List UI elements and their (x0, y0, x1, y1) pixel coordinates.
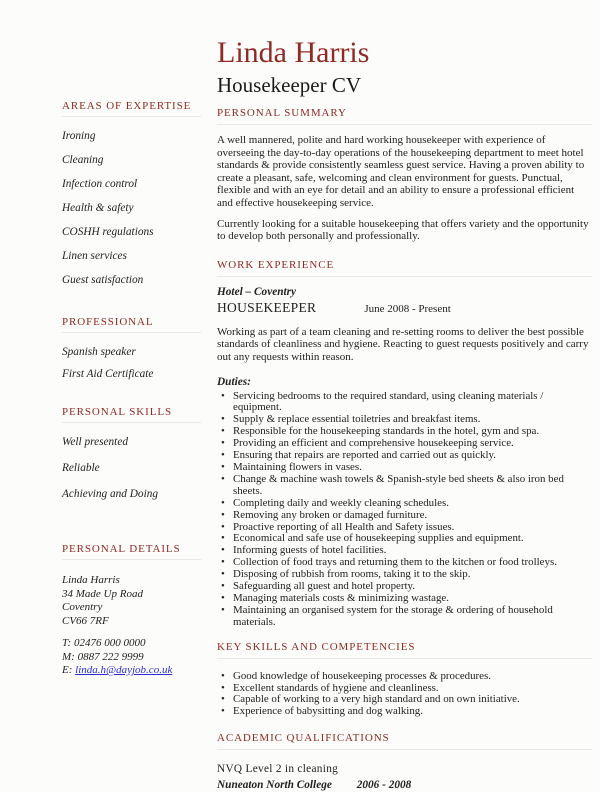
main-column (217, 0, 600, 792)
mobile-label: M: (62, 650, 75, 663)
job-dates: June 2008 - Present (364, 302, 451, 315)
duty-item: • Completing daily and weekly cleaning schedules. (217, 498, 592, 510)
key-skill-item: • Experience of babysitting and dog walking. (217, 706, 592, 718)
duty-item: • Disposing of rubbish from rooms, taking it to the skip. (217, 569, 592, 581)
duties-list (217, 391, 592, 629)
duty-item: • Informing guests of hotel facilities. (217, 545, 592, 557)
address-line: 34 Made Up Road (62, 587, 143, 600)
section-work-experience (217, 259, 592, 629)
qualification: NVQ Level 2 in cleaning (217, 763, 339, 776)
professional-item: Spanish speaker (62, 346, 136, 358)
phone-label: T: (62, 637, 72, 649)
address-line: Coventry (62, 601, 103, 613)
expertise-item: Cleaning (62, 154, 104, 166)
areas-of-expertise-heading: AREAS OF EXPERTISE (62, 100, 201, 117)
key-skills-heading: KEY SKILLS AND COMPETENCIES (217, 641, 592, 659)
page-title: Linda Harris (217, 36, 370, 69)
duty-item: • Responsible for the housekeeping standards in the hotel, gym and spa. (217, 426, 592, 438)
key-skill-item: • Capable of working to a very high standard and on own initiative. (217, 694, 592, 706)
address-line: CV66 7RF (62, 614, 109, 627)
duty-item: • Supply & replace essential toiletries and breakfast items. (217, 414, 592, 426)
personal-skill-item: Achieving and Doing (62, 488, 159, 500)
mobile-line (62, 651, 201, 665)
address-block (62, 574, 201, 628)
expertise-item: Ironing (62, 130, 96, 142)
personal-skill-item: Well presented (62, 436, 128, 448)
professional-heading: PROFESSIONAL (62, 316, 201, 333)
section-academic-qualifications (217, 732, 592, 792)
duty-item: • Collection of food trays and returning them to the kitchen or food trolleys. (217, 557, 592, 569)
sidebar-section-professional (62, 316, 201, 380)
email-line (62, 664, 201, 678)
phone-line (62, 637, 201, 651)
section-key-skills (217, 641, 592, 719)
personal-details-heading: PERSONAL DETAILS (62, 543, 201, 560)
employer-name: Hotel – Coventry (217, 285, 297, 298)
duty-item: • Proactive reporting of all Health and Safety issues. (217, 522, 592, 534)
job-title: HOUSEKEEPER (217, 299, 317, 315)
cv-subtitle: Housekeeper CV (217, 73, 362, 97)
duty-item: • Managing materials costs & minimizing wastage. (217, 593, 592, 605)
key-skills-list (217, 671, 592, 719)
email-label: E: (62, 664, 73, 676)
duty-item: • Safeguarding all guest and hotel property. (217, 581, 592, 593)
summary-paragraphs (217, 134, 592, 243)
key-skill-item: • Good knowledge of housekeeping processes & procedures. (217, 671, 592, 683)
duty-item: • Economical and safe use of housekeeping supplies and equipment. (217, 533, 592, 545)
phone-value: 02476 000 0000 (73, 637, 146, 649)
duty-item: • Servicing bedrooms to the required standard, using cleaning materials / equipment. (217, 391, 592, 415)
academic-qualifications-heading: ACADEMIC QUALIFICATIONS (217, 732, 592, 750)
summary-paragraph: Currently looking for a suitable housekeeping that offers variety and the opportunity to develop both personally and professionally. (217, 217, 589, 243)
expertise-item: Infection control (62, 178, 138, 190)
key-skill-item: • Excellent standards of hygiene and cleanliness. (217, 683, 592, 695)
work-experience-heading: WORK EXPERIENCE (217, 259, 592, 277)
expertise-item: COSHH regulations (62, 226, 154, 238)
duties-label: Duties: (217, 375, 251, 388)
expertise-item: Linen services (62, 250, 127, 262)
personal-summary-heading: PERSONAL SUMMARY (217, 107, 592, 125)
duty-item: • Maintaining an organised system for the storage & ordering of household materials. (217, 605, 592, 629)
expertise-item: Health & safety (62, 202, 134, 214)
professional-list (62, 347, 201, 380)
college-name: Nuneaton North College (217, 779, 332, 792)
work-intro-paragraph: Working as part of a team cleaning and re-setting rooms to deliver the best possible standards of cleanliness and hygiene. Reacting to guest requests positively and carry out any requests within reason. (217, 325, 589, 363)
summary-paragraph: A well mannered, polite and hard working housekeeper with experience of overseeing the day-to-day operations of the housekeeping department to meet hotel standards & provide consistently seamless guest service. Having a proven ability to create a pleasant, safe, welcoming and clean environment for guests. Punctual, flexible and with an eye for detail and an ability to ensure a professional efficient and effective housekeeping service. (217, 134, 585, 209)
contact-block (62, 637, 201, 678)
duty-item: • Maintaining flowers in vases. (217, 462, 592, 474)
expertise-item: Guest satisfaction (62, 274, 144, 286)
sidebar (0, 0, 217, 730)
professional-item: First Aid Certificate (62, 368, 154, 380)
email-link[interactable]: linda.h@dayjob.co.uk (75, 664, 173, 676)
expertise-list (62, 131, 201, 286)
role-line (217, 299, 592, 317)
mobile-value: 0887 222 9999 (77, 650, 144, 663)
duty-item: • Ensuring that repairs are reported and carried out as quickly. (217, 450, 592, 462)
personal-skills-heading: PERSONAL SKILLS (62, 406, 201, 423)
college-dates: 2006 - 2008 (356, 779, 412, 792)
college-line (217, 778, 592, 792)
section-personal-summary (217, 107, 592, 243)
sidebar-section-areas-of-expertise (62, 100, 201, 286)
duty-item: • Change & machine wash towels & Spanish-style bed sheets & also iron bed sheets. (217, 474, 592, 498)
sidebar-section-personal-details (62, 543, 201, 678)
sidebar-section-personal-skills (62, 406, 201, 500)
address-line: Linda Harris (62, 574, 120, 586)
personal-skill-item: Reliable (62, 462, 100, 474)
personal-skills-list (62, 437, 201, 500)
duty-item: • Providing an efficient and comprehensive housekeeping service. (217, 438, 592, 450)
duty-item: • Removing any broken or damaged furniture. (217, 510, 592, 522)
